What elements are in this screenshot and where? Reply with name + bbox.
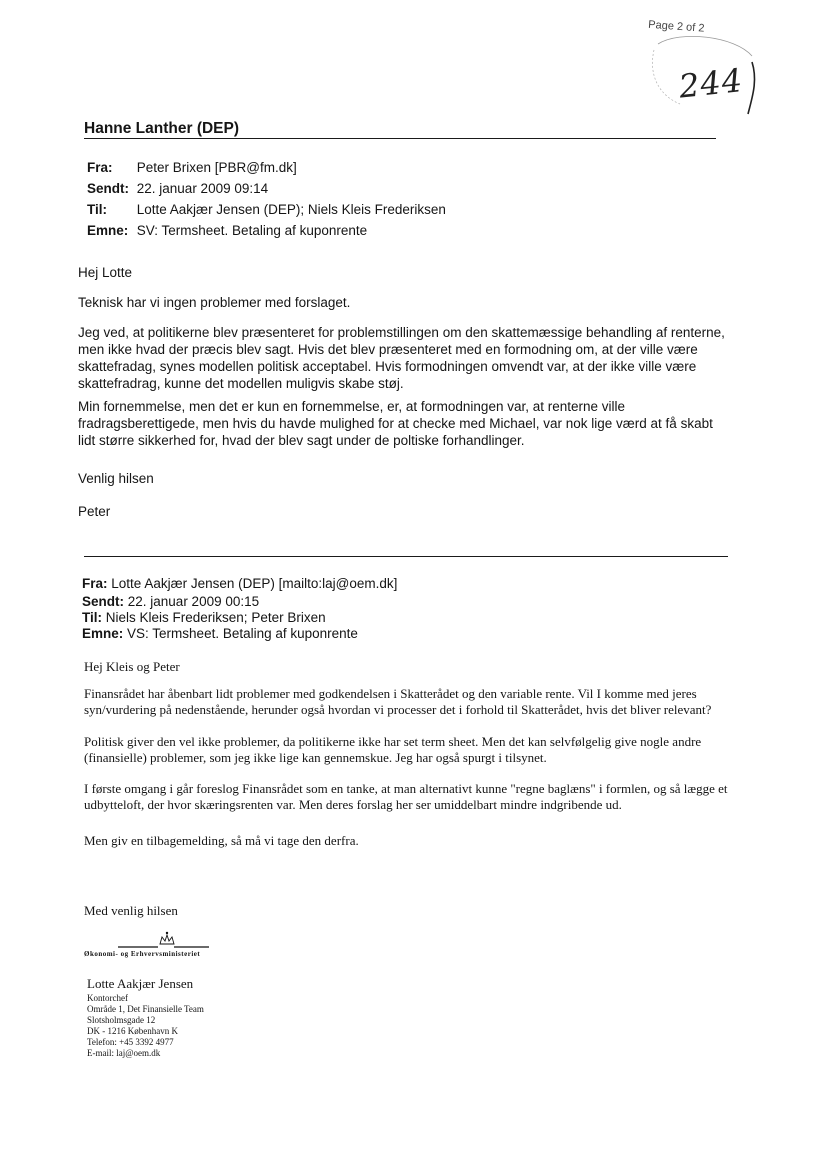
email1-sent-row: Sendt: 22. januar 2009 09:14 [87, 181, 269, 196]
email2-paragraph-1: Finansrådet har åbenbart lidt problemer med godkendelsen i Skatterådet og den variable rente. Vil I komme med jeres syn/vurdering på nedenstående, herunder også hvordan vi processer det i forhold til Skatterådet, hvis det bliver relevant? [84, 686, 712, 717]
ministry-crown-logo [84, 928, 254, 964]
signature-email: E-mail: laj@oem.dk [87, 1048, 161, 1058]
header-divider [84, 138, 716, 139]
email1-greeting: Hej Lotte [78, 265, 133, 280]
signature-city: DK - 1216 København K [87, 1026, 178, 1036]
email1-from: Peter Brixen [PBR@fm.dk] [136, 160, 297, 175]
email1-paragraph-1: Teknisk har vi ingen problemer med forslaget. [78, 295, 351, 310]
email2-to-row: Til: Niels Kleis Frederiksen; Peter Brixen [82, 610, 326, 625]
email1-sent: 22. januar 2009 09:14 [136, 181, 269, 196]
email2-sent: 22. januar 2009 00:15 [127, 594, 260, 609]
email2-from-row: Fra: Lotte Aakjær Jensen (DEP) [mailto:laj@oem.dk] [82, 576, 398, 591]
email1-from-row: Fra: Peter Brixen [PBR@fm.dk] [87, 160, 297, 175]
ministry-name: Økonomi- og Erhvervsministeriet [84, 950, 201, 958]
email2-subject-row: Emne: VS: Termsheet. Betaling af kuponrente [82, 626, 358, 641]
email1-signature: Peter [78, 504, 111, 519]
email-separator [84, 556, 728, 557]
page-header-stamp: Page 2 of 2 [647, 18, 705, 35]
email2-paragraph-4: Men giv en tilbagemelding, så må vi tage den derfra. [84, 833, 359, 848]
signature-street: Slotsholmsgade 12 [87, 1015, 156, 1025]
email2-closing: Med venlig hilsen [84, 903, 178, 918]
email1-subject: SV: Termsheet. Betaling af kuponrente [136, 223, 368, 238]
email1-closing: Venlig hilsen [78, 471, 154, 486]
email1-to-row: Til: Lotte Aakjær Jensen (DEP); Niels Kleis Frederiksen [87, 202, 446, 217]
handwritten-page-number: 244 [677, 61, 745, 106]
email2-subject: VS: Termsheet. Betaling af kuponrente [127, 626, 358, 641]
signature-name: Lotte Aakjær Jensen [87, 976, 194, 991]
email2-sent-row: Sendt: 22. januar 2009 00:15 [82, 594, 260, 609]
email1-paragraph-2: Jeg ved, at politikerne blev præsenteret for problemstillingen om den skattemæssige behandling af renterne, men ikke hvad der præcis blev sagt. Hvis det blev præsenteret med en formodning om, at der ville være skattefradag, synes modellen politisk acceptabel. Hvis formodningen omvendt var, at der ikke ville være skattefradrag, kunne det modellen muligvis skabe støj. [78, 325, 725, 391]
email2-paragraph-3: I første omgang i går foreslog Finansrådet som en tanke, at man alternativt kunne "regne baglæns" i formlen, og så lægge et udbytteloft, der hvor skæringsrenten var. Men deres forslag her ser umiddelbart mindre indgribende ud. [84, 781, 728, 812]
email1-paragraph-3: Min fornemmelse, men det er kun en fornemmelse, er, at formodningen var, at renterne ville fradragsberettigede, men hvis du havde mulighed for at checke med Michael, var nok lige værd at få skabt lidt større sikkerhed for, hvad der blev sagt under de poltiske forhandlinger. [78, 399, 713, 448]
email2-paragraph-2: Politisk giver den vel ikke problemer, da politikerne ikke har set term sheet. Men det kan selvfølgelig give nogle andre (finansielle) problemer, som jeg ikke lige kan gennemskue. Jeg har også spurgt i tilsynet. [84, 734, 702, 765]
email2-greeting: Hej Kleis og Peter [84, 659, 180, 674]
email1-to: Lotte Aakjær Jensen (DEP); Niels Kleis Frederiksen [136, 202, 446, 217]
email2-from: Lotte Aakjær Jensen (DEP) [mailto:laj@oem.dk] [111, 576, 398, 591]
signature-unit: Område 1, Det Finansielle Team [87, 1004, 204, 1014]
signature-phone: Telefon: +45 3392 4977 [87, 1037, 174, 1047]
mailbox-owner: Hanne Lanther (DEP) [84, 120, 240, 137]
email1-subject-row: Emne: SV: Termsheet. Betaling af kuponrente [87, 223, 368, 238]
signature-title: Kontorchef [87, 993, 128, 1003]
email2-to: Niels Kleis Frederiksen; Peter Brixen [105, 610, 326, 625]
